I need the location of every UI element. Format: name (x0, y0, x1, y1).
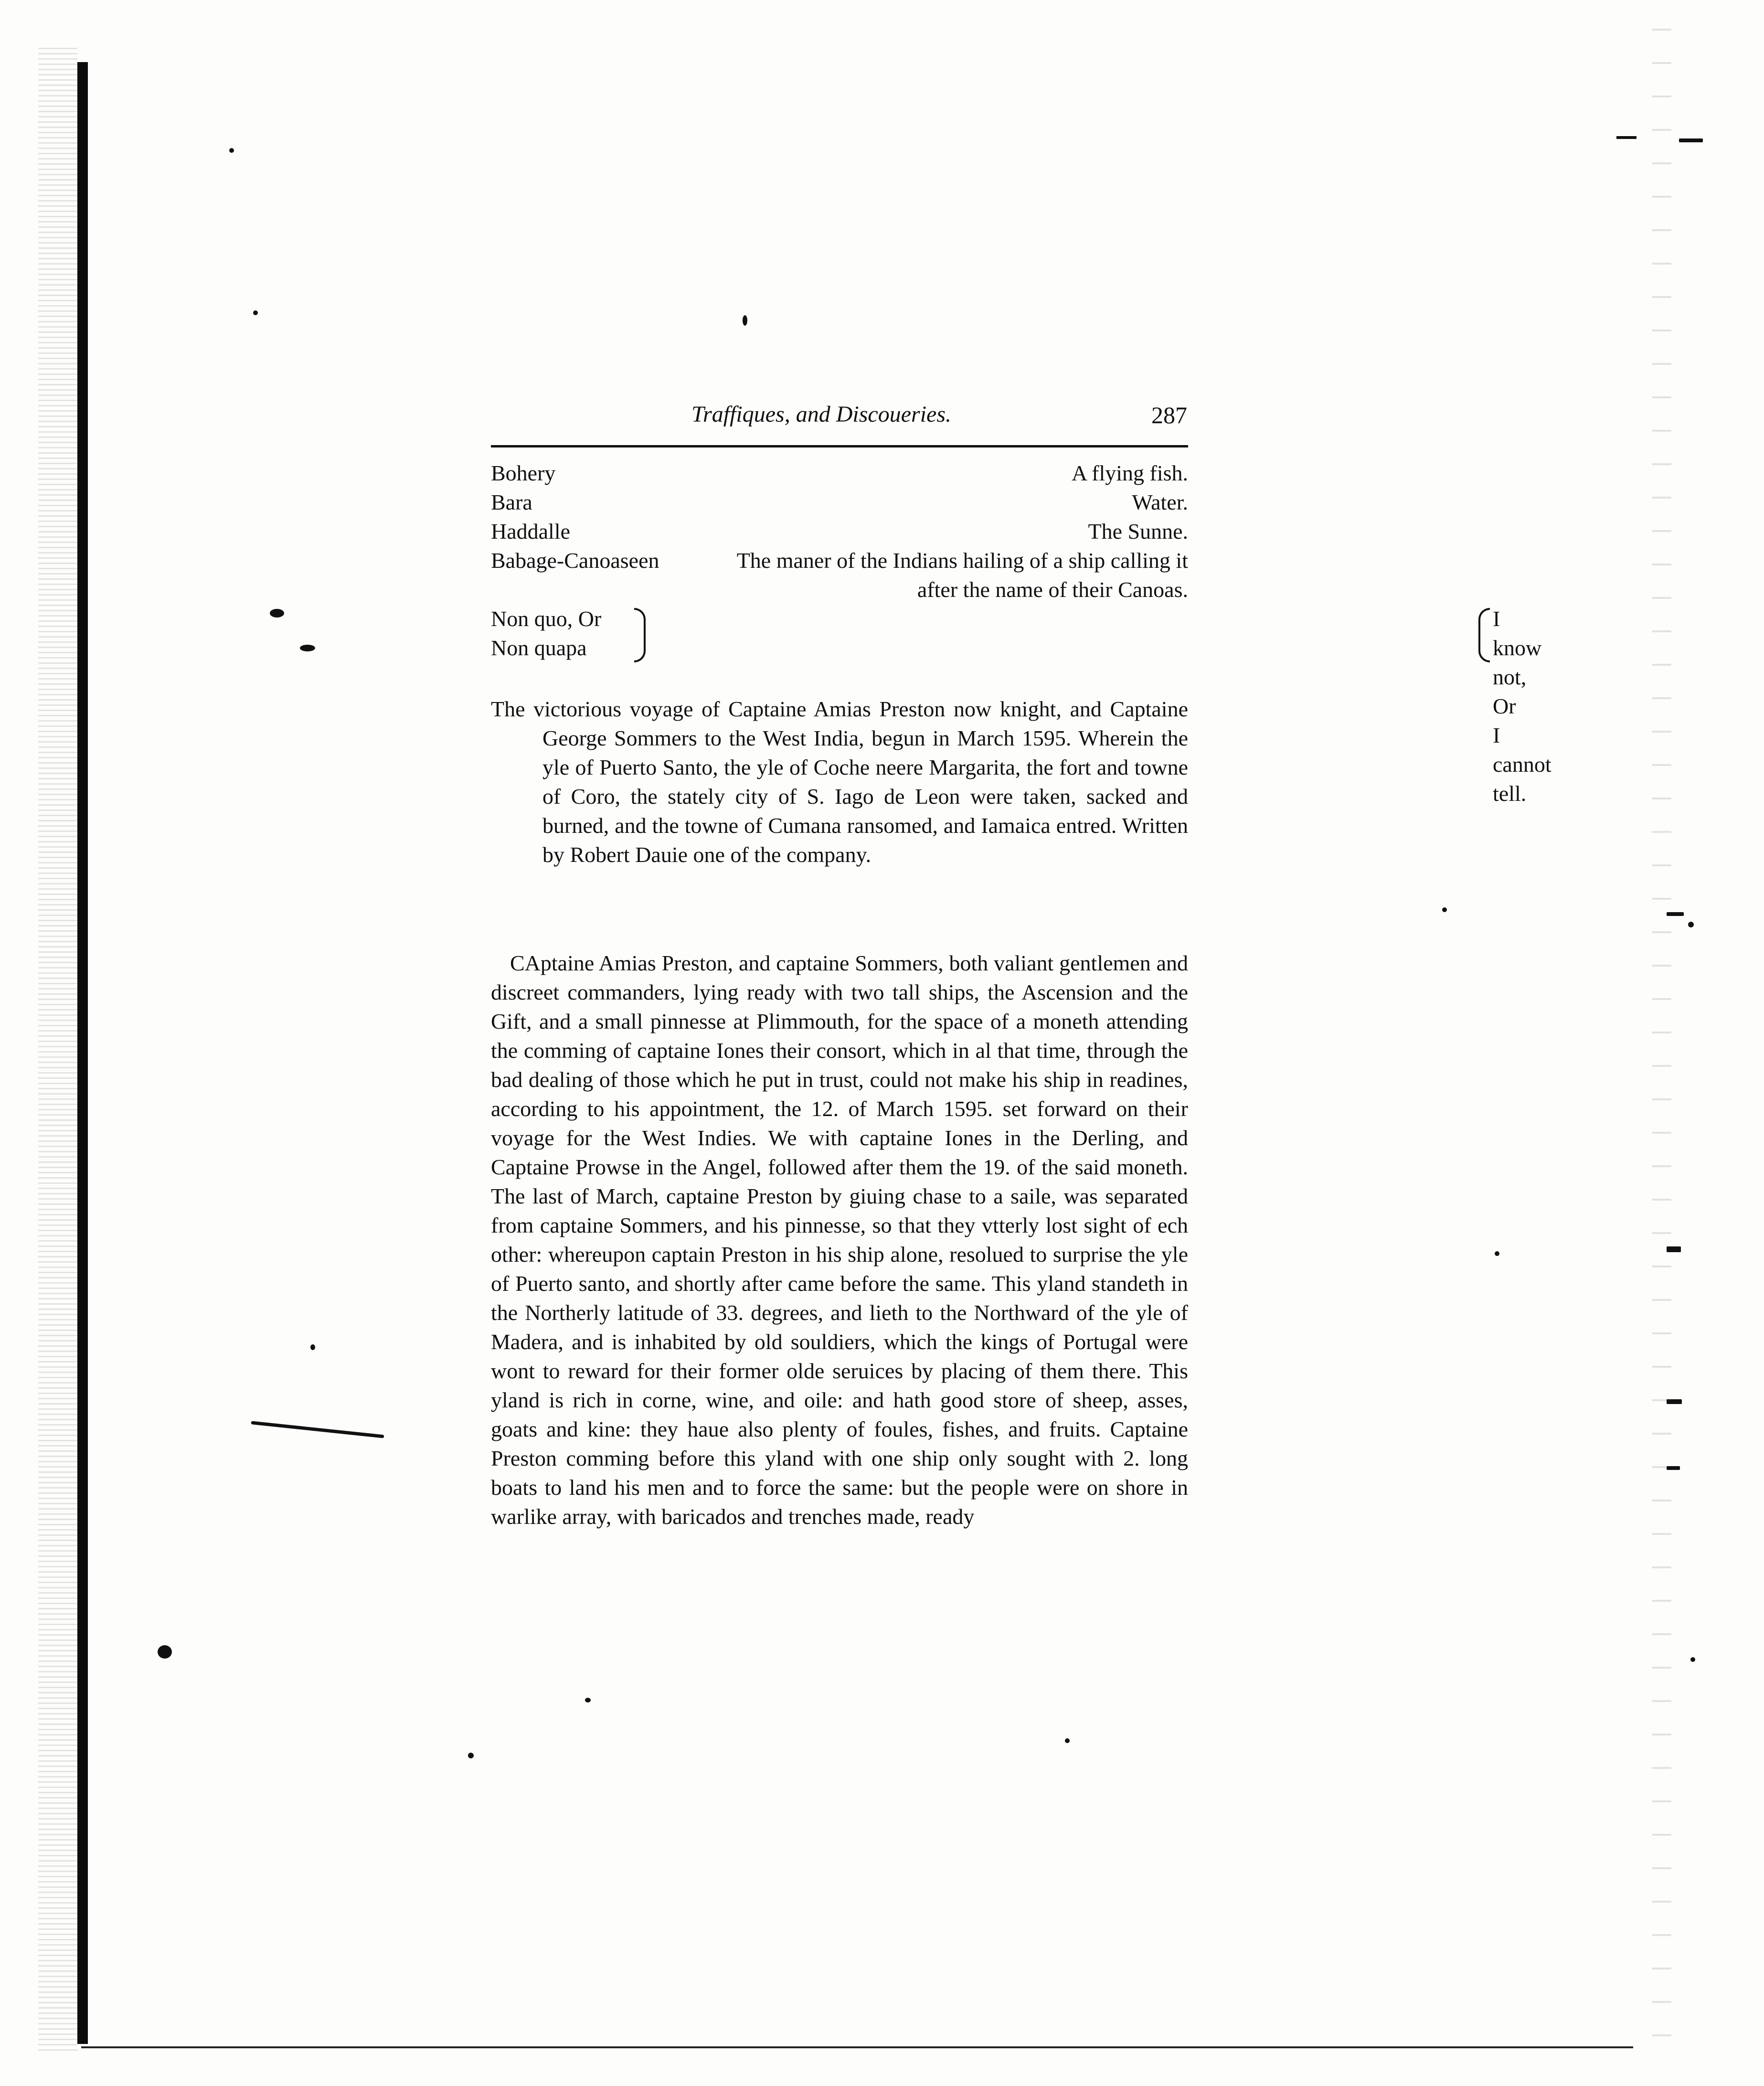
glossary-term: Bohery (491, 461, 556, 485)
scan-speck (1667, 1399, 1682, 1404)
scan-speck (1667, 1246, 1681, 1252)
scan-speck (158, 1645, 172, 1659)
scan-stroke (251, 1421, 384, 1438)
brace-right (1478, 608, 1490, 662)
scan-speck (1495, 1251, 1499, 1256)
scan-speck (1688, 922, 1694, 927)
scan-speck (270, 609, 284, 617)
scan-speck (1667, 912, 1684, 916)
glossary-meaning: I cannot tell. (1493, 723, 1551, 806)
glossary-term: Bara (491, 490, 532, 514)
book-spine-edge (77, 62, 88, 2044)
running-header (491, 401, 1187, 435)
glossary-meaning: Water. (1132, 490, 1188, 514)
glossary-meaning: I know not, Or (1493, 607, 1542, 718)
glossary-term: Haddalle (491, 519, 571, 543)
voyage-title: The victorious voyage of Captaine Amias Preston now knight, and Captaine George Sommers to the West India, begun in March 1595. Wherein the yle of Puerto Santo, the yle of Coche neere Margarita, the fort and towne of Coro, the stately city of S. Iago de Leon were taken, sacked and burned, and the towne of Cumana ransomed, and Iamaica entred. Written by Robert Dauie one of the company. (491, 697, 1188, 867)
scan-speck (468, 1753, 474, 1758)
glossary-meaning: A flying fish. (1071, 461, 1188, 485)
scan-speck (1065, 1738, 1070, 1743)
scan-speck (1690, 1657, 1695, 1662)
scan-speck (310, 1344, 315, 1350)
scan-speck (229, 148, 234, 153)
running-title: Traffiques, and Discoueries. (691, 402, 952, 427)
glossary-row (491, 517, 1188, 546)
scan-speck (1679, 138, 1703, 142)
glossary-term: Non quapa (491, 636, 587, 660)
scan-stroke (1616, 136, 1636, 139)
header-rule (491, 445, 1188, 447)
glossary-row (491, 546, 1188, 604)
scan-speck (1667, 1466, 1680, 1470)
scan-speck (1442, 907, 1447, 912)
glossary-meaning: The Sunne. (1088, 519, 1188, 543)
scan-speck (743, 315, 747, 326)
glossary-meaning: The maner of the Indians hailing of a ship calling it after the name of their Canoas. (736, 548, 1188, 602)
scan-speck (585, 1698, 591, 1703)
page-edge-marks (1652, 29, 1671, 2058)
body-paragraph: CAptaine Amias Preston, and captaine Sommers, both valiant gentlemen and discreet commanders, lying ready with two tall ships, the Ascension and the Gift, and a small pinnesse at Plimmouth, for the space of a moneth attending the comming of captaine Iones their consort, which in al that time, through the bad dealing of those which he put in trust, could not make his ship in readines, according to his appointment, the 12. of March 1595. set forward on their voyage for the West Indies. We with captaine Iones in the Derling, and Captaine Prowse in the Angel, followed after them the 19. of the said moneth. The last of March, captaine Preston by giuing chase to a saile, was separated from captaine Sommers, and his pinnesse, so that they vtterly lost sight of ech other: whereupon captain Preston in his ship alone, resolued to surprise the yle of Puerto santo, and shortly after came before the same. This yland standeth in the Northerly latitude of 33. degrees, and lieth to the Northward of the yle of Madera, and is inhabited by old souldiers, which the kings of Portugal were wont to reward for their former olde seruices by placing of them there. This yland is rich in corne, wine, and oile: and hath good store of sheep, asses, goats and kine: they haue also plenty of foules, fishes, and fruits. Captaine Preston comming before this yland with one ship only sought with 2. long boats to land his men and to force the same: but the people were on shore in warlike array, with baricados and trenches made, ready (491, 951, 1188, 1529)
brace-left (634, 608, 646, 662)
scan-speck (253, 310, 258, 315)
page-number: 287 (1151, 402, 1187, 428)
spine-shadow (38, 48, 77, 2054)
glossary-term: Babage-Canoaseen (491, 548, 659, 573)
scan-speck (300, 645, 315, 651)
glossary-row (491, 458, 1188, 488)
bottom-edge-line (81, 2046, 1633, 2048)
glossary-row (491, 488, 1188, 517)
glossary-term: Non quo, Or (491, 607, 602, 631)
